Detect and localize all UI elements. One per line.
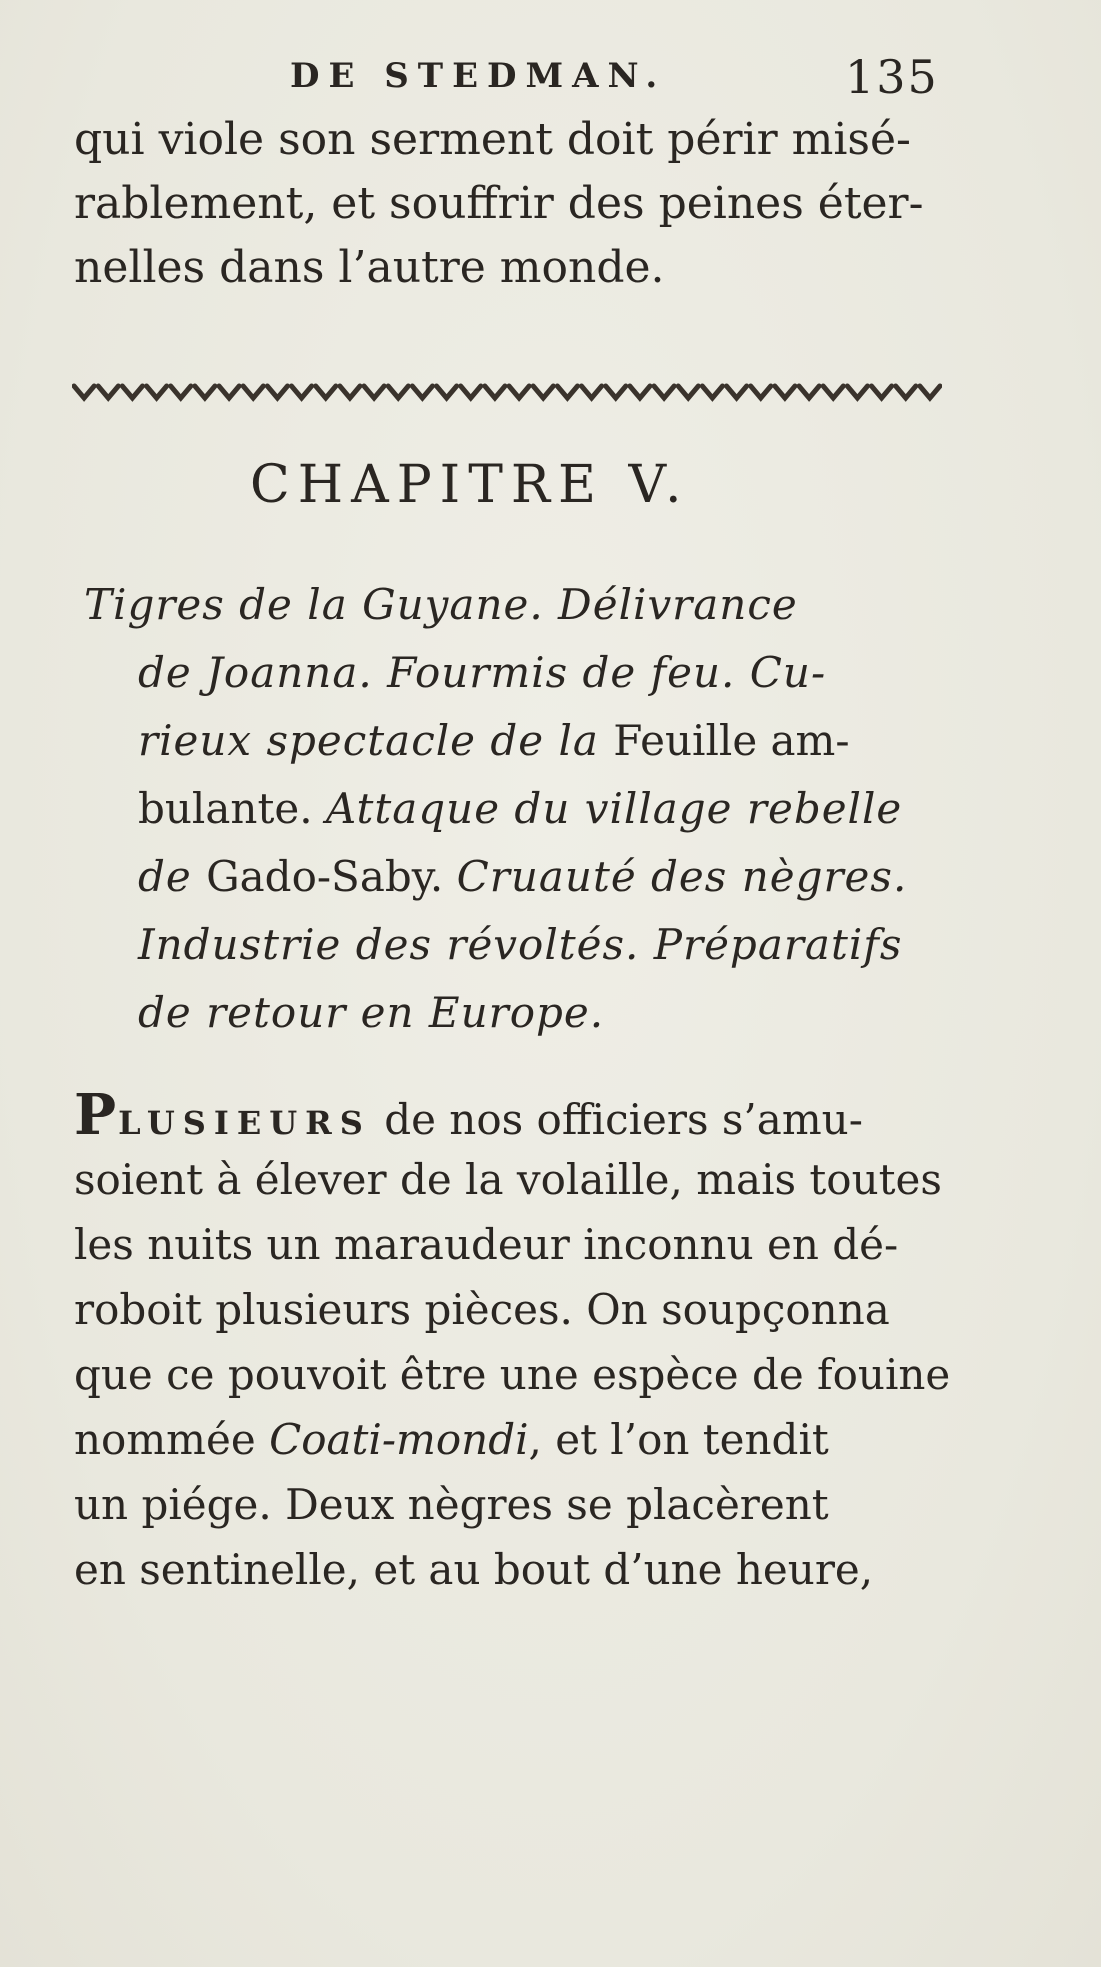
ornament-segment xyxy=(847,386,867,398)
ornament-segment xyxy=(461,386,481,398)
ornament-segment xyxy=(582,386,602,398)
chapter-summary-line xyxy=(138,983,604,1043)
body-line: les nuits un maraudeur inconnu en dé- xyxy=(74,1220,899,1269)
body-line-first xyxy=(74,1082,863,1153)
text-after: , et l’on tendit xyxy=(528,1415,829,1464)
body-line: un piége. Deux nègres se placèrent xyxy=(74,1480,829,1529)
ornament-segment xyxy=(630,386,650,398)
ornament-segment xyxy=(678,386,698,398)
intro-line: rablement, et souffrir des peines éter- xyxy=(74,178,924,229)
ornament-segment xyxy=(364,386,384,398)
summary-italic-run: de retour en Europe. xyxy=(138,988,605,1037)
italic-term: Coati-mondi xyxy=(269,1415,529,1464)
ornament-segment xyxy=(292,386,312,398)
first-line-text: de nos officiers s’amu- xyxy=(370,1095,863,1144)
ornament-segment xyxy=(171,386,191,398)
ornament-segment xyxy=(74,386,94,398)
chapter-summary-line xyxy=(138,779,902,839)
chapter-summary-line xyxy=(138,915,902,975)
text-before: nommée xyxy=(74,1415,270,1464)
ornament-segment xyxy=(267,386,287,398)
summary-italic-run: Tigres de la Guyane. Délivrance xyxy=(84,580,798,629)
ornament-segment xyxy=(872,386,892,398)
body-line: que ce pouvoit être une espèce de fouine xyxy=(74,1350,951,1399)
ornament-segment xyxy=(98,386,118,398)
ornament-segment xyxy=(485,386,505,398)
ornament-segment xyxy=(727,386,747,398)
drop-cap: P xyxy=(74,1082,119,1148)
chapter-summary-line xyxy=(138,643,826,703)
chapter-summary-line xyxy=(138,711,850,771)
ornament-segment xyxy=(388,386,408,398)
running-head-title: DE STEDMAN. xyxy=(290,56,667,96)
ornament-segment xyxy=(437,386,457,398)
summary-italic-run: de Joanna. Fourmis de feu. Cu- xyxy=(138,648,827,697)
ornament-segment xyxy=(243,386,263,398)
summary-italic-run: Cruauté des nègres. xyxy=(456,852,908,901)
ornament-segment xyxy=(340,386,360,398)
ornament-segment xyxy=(509,386,529,398)
ornamental-rule xyxy=(72,372,942,412)
ornament-segment xyxy=(799,386,819,398)
ornament-segment xyxy=(702,386,722,398)
summary-roman-run: bulante. xyxy=(138,784,326,833)
ornament-segment xyxy=(219,386,239,398)
summary-roman-run: Gado-Saby. xyxy=(206,852,457,901)
ornament-segment xyxy=(654,386,674,398)
ornament-segment xyxy=(122,386,142,398)
small-caps-word: LUSIEURS xyxy=(118,1104,371,1142)
summary-italic-run: Attaque du village rebelle xyxy=(325,784,903,833)
body-line: soient à élever de la volaille, mais toutes xyxy=(74,1155,942,1204)
ornament-segment xyxy=(147,386,167,398)
chapter-title: CHAPITRE V. xyxy=(250,455,690,515)
ornament-segment xyxy=(557,386,577,398)
body-line: roboit plusieurs pièces. On soupçonna xyxy=(74,1285,890,1334)
intro-line: nelles dans l’autre monde. xyxy=(74,242,665,293)
summary-italic-run: rieux spectacle de la xyxy=(138,716,614,765)
body-line: en sentinelle, et au bout d’une heure, xyxy=(74,1545,874,1594)
chapter-summary-line xyxy=(138,847,907,907)
ornament-segment xyxy=(606,386,626,398)
ornament-segment xyxy=(920,386,940,398)
ornament-segment xyxy=(751,386,771,398)
body-line-with-italic xyxy=(74,1410,829,1470)
intro-line: qui viole son serment doit périr misé- xyxy=(74,114,911,165)
ornament-segment xyxy=(775,386,795,398)
ornament-segment xyxy=(533,386,553,398)
summary-roman-run: Feuille am- xyxy=(613,716,850,765)
chapter-summary-line xyxy=(84,575,798,635)
summary-italic-run: Industrie des révoltés. Préparatifs xyxy=(138,920,903,969)
ornament-segment xyxy=(896,386,916,398)
summary-italic-run: de xyxy=(138,852,207,901)
ornament-segment xyxy=(412,386,432,398)
ornament-segment xyxy=(823,386,843,398)
ornament-segment xyxy=(316,386,336,398)
running-head xyxy=(290,50,990,110)
ornament-segment xyxy=(195,386,215,398)
page-number: 135 xyxy=(845,50,939,104)
